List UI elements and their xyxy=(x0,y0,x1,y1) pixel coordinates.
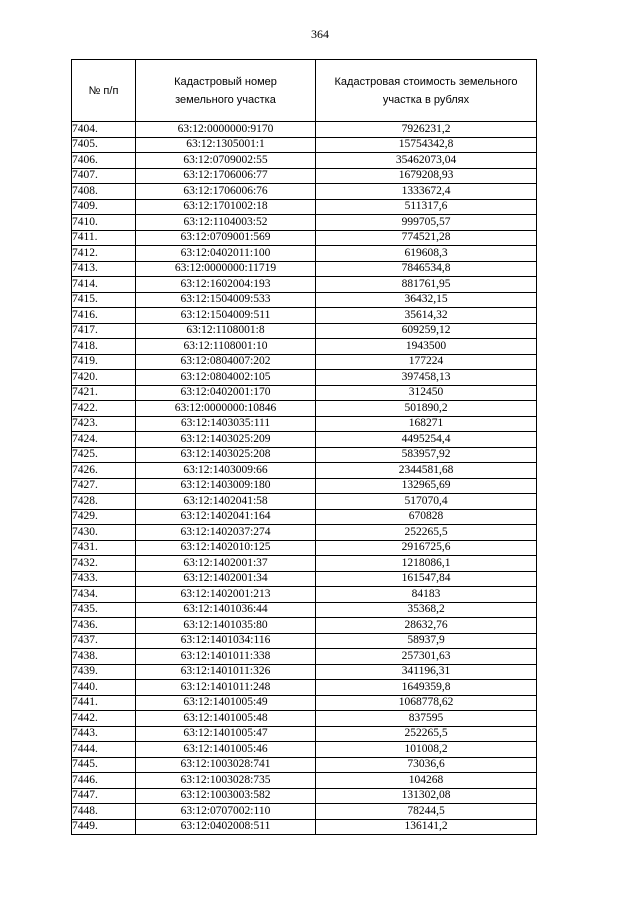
table-row xyxy=(72,757,537,773)
table-row xyxy=(72,463,537,479)
table-row xyxy=(72,416,537,432)
row-number-cell: 7418. xyxy=(72,339,136,355)
cadastral-value-cell: 1218086,1 xyxy=(316,556,537,572)
cadastral-number-cell: 63:12:1401011:326 xyxy=(136,664,316,680)
row-number-cell: 7405. xyxy=(72,137,136,153)
table-row xyxy=(72,804,537,820)
cadastral-number-cell: 63:12:1402001:213 xyxy=(136,587,316,603)
cadastral-value-cell: 2344581,68 xyxy=(316,463,537,479)
cadastral-value-cell: 619608,3 xyxy=(316,246,537,262)
row-number-cell: 7424. xyxy=(72,432,136,448)
row-number-cell: 7423. xyxy=(72,416,136,432)
table-row xyxy=(72,277,537,293)
row-number-cell: 7413. xyxy=(72,261,136,277)
table-row xyxy=(72,261,537,277)
cadastral-number-cell: 63:12:0000000:10846 xyxy=(136,401,316,417)
row-number-cell: 7440. xyxy=(72,680,136,696)
cadastral-number-cell: 63:12:1401005:49 xyxy=(136,695,316,711)
table-row xyxy=(72,339,537,355)
table-row xyxy=(72,292,537,308)
table-row xyxy=(72,571,537,587)
row-number-cell: 7432. xyxy=(72,556,136,572)
row-number-cell: 7430. xyxy=(72,525,136,541)
cadastral-number-cell: 63:12:1003003:582 xyxy=(136,788,316,804)
cadastral-number-cell: 63:12:1401035:80 xyxy=(136,618,316,634)
cadastral-number-cell: 63:12:1403035:111 xyxy=(136,416,316,432)
table-row xyxy=(72,370,537,386)
cadastral-number-cell: 63:12:1402041:164 xyxy=(136,509,316,525)
cadastral-value-cell: 609259,12 xyxy=(316,323,537,339)
table-row xyxy=(72,773,537,789)
cadastral-number-cell: 63:12:1402037:274 xyxy=(136,525,316,541)
table-row xyxy=(72,788,537,804)
table-row xyxy=(72,478,537,494)
cadastral-number-cell: 63:12:0709001:569 xyxy=(136,230,316,246)
cadastral-value-cell: 517070,4 xyxy=(316,494,537,510)
cadastral-value-cell: 15754342,8 xyxy=(316,137,537,153)
row-number-cell: 7408. xyxy=(72,184,136,200)
table-row xyxy=(72,525,537,541)
cadastral-number-cell: 63:12:1402010:125 xyxy=(136,540,316,556)
row-number-cell: 7422. xyxy=(72,401,136,417)
row-number-cell: 7443. xyxy=(72,726,136,742)
cadastral-number-cell: 63:12:1104003:52 xyxy=(136,215,316,231)
table-row xyxy=(72,385,537,401)
row-number-cell: 7415. xyxy=(72,292,136,308)
cadastral-value-cell: 511317,6 xyxy=(316,199,537,215)
cadastral-number-cell: 63:12:1003028:741 xyxy=(136,757,316,773)
cadastral-value-cell: 7926231,2 xyxy=(316,122,537,138)
row-number-cell: 7429. xyxy=(72,509,136,525)
row-number-cell: 7411. xyxy=(72,230,136,246)
row-number-cell: 7445. xyxy=(72,757,136,773)
cadastral-value-cell: 501890,2 xyxy=(316,401,537,417)
page-number: 364 xyxy=(311,27,329,41)
row-number-cell: 7428. xyxy=(72,494,136,510)
table-row xyxy=(72,633,537,649)
cadastral-value-cell: 341196,31 xyxy=(316,664,537,680)
cadastral-number-cell: 63:12:1401005:47 xyxy=(136,726,316,742)
row-number-cell: 7409. xyxy=(72,199,136,215)
row-number-cell: 7406. xyxy=(72,153,136,169)
cadastral-number-cell: 63:12:1402001:37 xyxy=(136,556,316,572)
table-row xyxy=(72,199,537,215)
cadastral-value-cell: 257301,63 xyxy=(316,649,537,665)
table-row xyxy=(72,587,537,603)
row-number-cell: 7435. xyxy=(72,602,136,618)
table-row xyxy=(72,432,537,448)
cadastral-number-cell: 63:12:1403025:209 xyxy=(136,432,316,448)
row-number-cell: 7414. xyxy=(72,277,136,293)
cadastral-value-cell: 161547,84 xyxy=(316,571,537,587)
row-number-cell: 7444. xyxy=(72,742,136,758)
row-number-cell: 7425. xyxy=(72,447,136,463)
cadastral-number-cell: 63:12:1602004:193 xyxy=(136,277,316,293)
table-row xyxy=(72,354,537,370)
cadastral-number-cell: 63:12:0707002:110 xyxy=(136,804,316,820)
row-number-cell: 7447. xyxy=(72,788,136,804)
cadastral-number-cell: 63:12:1402001:34 xyxy=(136,571,316,587)
cadastral-value-cell: 312450 xyxy=(316,385,537,401)
table-row xyxy=(72,447,537,463)
cadastral-number-cell: 63:12:1108001:8 xyxy=(136,323,316,339)
cadastral-number-cell: 63:12:0000000:9170 xyxy=(136,122,316,138)
table-row xyxy=(72,308,537,324)
cadastral-number-cell: 63:12:1401011:338 xyxy=(136,649,316,665)
table-row xyxy=(72,649,537,665)
table-row xyxy=(72,711,537,727)
table-body xyxy=(72,122,537,835)
cadastral-number-cell: 63:12:0804002:105 xyxy=(136,370,316,386)
header-cadastral-value: Кадастровая стоимость земельного участка в рублях xyxy=(316,60,537,122)
table-row xyxy=(72,540,537,556)
table-row xyxy=(72,494,537,510)
row-number-cell: 7438. xyxy=(72,649,136,665)
cadastral-value-cell: 28632,76 xyxy=(316,618,537,634)
cadastral-number-cell: 63:12:0402001:170 xyxy=(136,385,316,401)
cadastral-value-cell: 177224 xyxy=(316,354,537,370)
table-row xyxy=(72,695,537,711)
cadastral-value-cell: 252265,5 xyxy=(316,726,537,742)
cadastral-value-cell: 252265,5 xyxy=(316,525,537,541)
cadastral-value-cell: 397458,13 xyxy=(316,370,537,386)
cadastral-value-cell: 35614,32 xyxy=(316,308,537,324)
table-row xyxy=(72,230,537,246)
cadastral-number-cell: 63:12:1108001:10 xyxy=(136,339,316,355)
row-number-cell: 7404. xyxy=(72,122,136,138)
cadastral-number-cell: 63:12:1305001:1 xyxy=(136,137,316,153)
cadastral-number-cell: 63:12:1401011:248 xyxy=(136,680,316,696)
row-number-cell: 7439. xyxy=(72,664,136,680)
cadastral-number-cell: 63:12:1003028:735 xyxy=(136,773,316,789)
cadastral-value-cell: 1068778,62 xyxy=(316,695,537,711)
cadastral-value-cell: 7846534,8 xyxy=(316,261,537,277)
row-number-cell: 7410. xyxy=(72,215,136,231)
cadastral-value-cell: 35368,2 xyxy=(316,602,537,618)
cadastral-number-cell: 63:12:1401034:116 xyxy=(136,633,316,649)
row-number-cell: 7442. xyxy=(72,711,136,727)
table-row xyxy=(72,215,537,231)
cadastral-value-cell: 73036,6 xyxy=(316,757,537,773)
cadastral-number-cell: 63:12:1706006:77 xyxy=(136,168,316,184)
table-row xyxy=(72,618,537,634)
cadastral-value-cell: 583957,92 xyxy=(316,447,537,463)
cadastral-value-cell: 101008,2 xyxy=(316,742,537,758)
table-row xyxy=(72,742,537,758)
row-number-cell: 7431. xyxy=(72,540,136,556)
cadastral-value-cell: 1333672,4 xyxy=(316,184,537,200)
row-number-cell: 7427. xyxy=(72,478,136,494)
cadastral-number-cell: 63:12:1504009:533 xyxy=(136,292,316,308)
header-cadastral-number: Кадастровый номер земельного участка xyxy=(136,60,316,122)
row-number-cell: 7419. xyxy=(72,354,136,370)
row-number-cell: 7417. xyxy=(72,323,136,339)
row-number-cell: 7449. xyxy=(72,819,136,835)
cadastral-value-cell: 1649359,8 xyxy=(316,680,537,696)
cadastral-value-cell: 837595 xyxy=(316,711,537,727)
cadastral-number-cell: 63:12:1403025:208 xyxy=(136,447,316,463)
cadastral-value-cell: 35462073,04 xyxy=(316,153,537,169)
cadastral-value-cell: 4495254,4 xyxy=(316,432,537,448)
cadastral-number-cell: 63:12:0709002:55 xyxy=(136,153,316,169)
cadastral-number-cell: 63:12:1701002:18 xyxy=(136,199,316,215)
table-row xyxy=(72,664,537,680)
table-row xyxy=(72,246,537,262)
table-row xyxy=(72,323,537,339)
row-number-cell: 7448. xyxy=(72,804,136,820)
cadastral-value-cell: 670828 xyxy=(316,509,537,525)
cadastral-number-cell: 63:12:1403009:66 xyxy=(136,463,316,479)
row-number-cell: 7434. xyxy=(72,587,136,603)
table-row xyxy=(72,401,537,417)
cadastral-value-cell: 132965,69 xyxy=(316,478,537,494)
cadastral-value-cell: 136141,2 xyxy=(316,819,537,835)
cadastral-number-cell: 63:12:0000000:11719 xyxy=(136,261,316,277)
table-row xyxy=(72,122,537,138)
row-number-cell: 7433. xyxy=(72,571,136,587)
table-row xyxy=(72,819,537,835)
row-number-cell: 7436. xyxy=(72,618,136,634)
cadastral-number-cell: 63:12:0804007:202 xyxy=(136,354,316,370)
cadastral-value-cell: 1943500 xyxy=(316,339,537,355)
cadastral-number-cell: 63:12:1401036:44 xyxy=(136,602,316,618)
cadastral-number-cell: 63:12:1401005:48 xyxy=(136,711,316,727)
cadastral-value-cell: 78244,5 xyxy=(316,804,537,820)
table-row xyxy=(72,509,537,525)
row-number-cell: 7416. xyxy=(72,308,136,324)
cadastral-value-cell: 999705,57 xyxy=(316,215,537,231)
cadastral-number-cell: 63:12:1706006:76 xyxy=(136,184,316,200)
cadastral-value-cell: 881761,95 xyxy=(316,277,537,293)
cadastral-number-cell: 63:12:1504009:511 xyxy=(136,308,316,324)
table-row xyxy=(72,168,537,184)
row-number-cell: 7441. xyxy=(72,695,136,711)
cadastral-value-cell: 2916725,6 xyxy=(316,540,537,556)
cadastral-number-cell: 63:12:0402008:511 xyxy=(136,819,316,835)
row-number-cell: 7412. xyxy=(72,246,136,262)
cadastral-number-cell: 63:12:1401005:46 xyxy=(136,742,316,758)
row-number-cell: 7437. xyxy=(72,633,136,649)
row-number-cell: 7426. xyxy=(72,463,136,479)
table-row xyxy=(72,184,537,200)
cadastral-value-cell: 36432,15 xyxy=(316,292,537,308)
cadastral-value-cell: 58937,9 xyxy=(316,633,537,649)
table-row xyxy=(72,137,537,153)
table-header-row xyxy=(72,60,537,122)
table-row xyxy=(72,680,537,696)
row-number-cell: 7420. xyxy=(72,370,136,386)
row-number-cell: 7446. xyxy=(72,773,136,789)
table-row xyxy=(72,726,537,742)
header-row-number: № п/п xyxy=(72,60,136,122)
cadastral-value-cell: 1679208,93 xyxy=(316,168,537,184)
row-number-cell: 7421. xyxy=(72,385,136,401)
cadastral-value-cell: 131302,08 xyxy=(316,788,537,804)
row-number-cell: 7407. xyxy=(72,168,136,184)
table-row xyxy=(72,153,537,169)
cadastral-value-cell: 168271 xyxy=(316,416,537,432)
cadastral-value-cell: 774521,28 xyxy=(316,230,537,246)
cadastral-value-table xyxy=(71,59,537,835)
cadastral-value-cell: 104268 xyxy=(316,773,537,789)
cadastral-number-cell: 63:12:1403009:180 xyxy=(136,478,316,494)
cadastral-number-cell: 63:12:1402041:58 xyxy=(136,494,316,510)
cadastral-value-cell: 84183 xyxy=(316,587,537,603)
table-row xyxy=(72,602,537,618)
cadastral-number-cell: 63:12:0402011:100 xyxy=(136,246,316,262)
table-row xyxy=(72,556,537,572)
